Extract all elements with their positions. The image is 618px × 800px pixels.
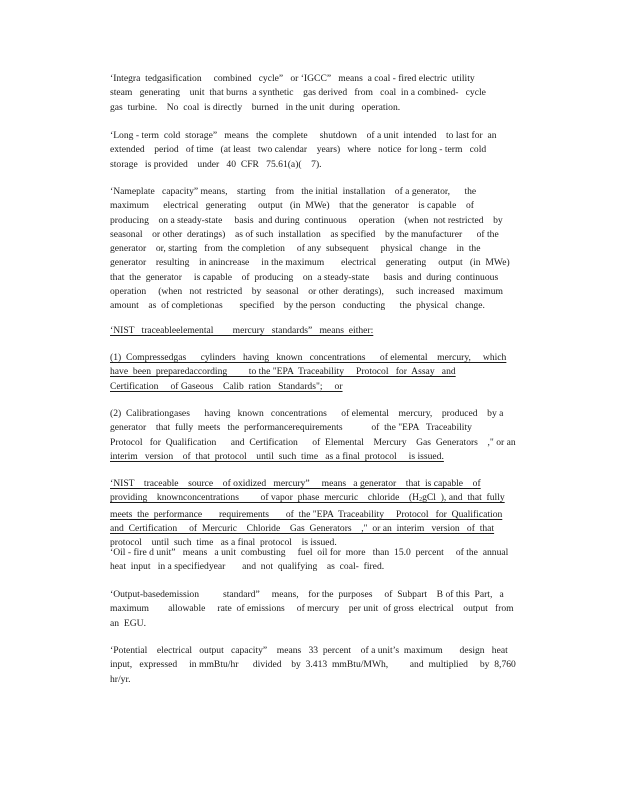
text-line: generator or, starting from the completion of any subsequent physical change in the — [110, 243, 481, 255]
definition-long-term-cold-storage — [110, 129, 535, 172]
definition-nameplate-capacity — [110, 185, 535, 314]
definition-potential-electrical-output-capacity — [110, 644, 535, 687]
text-line: generator that fully meets the performancerequirements of the "EPA Traceability — [110, 422, 472, 434]
text-line: operation (when not restricted by seasonal or other deratings), such increased maximum — [110, 286, 503, 298]
text-line: amount as of completionas specified by the person conducting the physical change. — [110, 300, 485, 312]
definition-nist-elemental-item-2 — [110, 407, 535, 464]
definition-igcc — [110, 72, 535, 115]
text-line: that the generator is capable of producing on a steady-state basis and during continuous — [110, 271, 499, 283]
text-line: Certification of Gaseous Calib ration Standards"; or — [110, 380, 343, 392]
definition-nist-elemental-item-1 — [110, 351, 535, 394]
text-line: gas turbine. No coal is directly burned in the unit during operation. — [110, 101, 401, 113]
text-line: ‘Nameplate capacity” means, starting from the initial installation of a generator, the — [110, 186, 477, 197]
text-line: have been preparedaccording to the "EPA Traceability Protocol for Assay and — [110, 366, 456, 378]
text-line: ‘Integra tedgasification combined cycle” or ‘IGCC” means a coal - fired electric utility — [110, 73, 475, 84]
text-line: ‘NIST traceable source of oxidized mercury” means a generator that is capable of — [110, 478, 481, 489]
text-segment: gCl ), and that fully — [422, 492, 505, 504]
text-line: meets the performance requirements of the "EPA Traceability Protocol for Qualification — [110, 508, 503, 520]
text-line: (1) Compressedgas cylinders having known concentrations of elemental mercury, which — [110, 352, 507, 363]
text-line: heat input in a specifiedyear and not qualifying as coal- fired. — [110, 561, 385, 573]
text-line: input, expressed in mmBtu/hr divided by 3.413 mmBtu/MWh, and multiplied by 8,760 — [110, 659, 516, 671]
text-line — [110, 491, 535, 507]
definition-output-based-emission-standard — [110, 588, 535, 631]
text-line: protocol until such time as a final protocol is issued. — [110, 537, 337, 549]
text-line: interim version of that protocol until such time as a final protocol is issued. — [110, 450, 444, 462]
text-line: ‘Oil - fire d unit” means a unit combusting fuel oil for more than 15.0 percent of the annual — [110, 547, 509, 558]
text-line: ‘Potential electrical output capacity” means 33 percent of a unit’s maximum design heat — [110, 645, 508, 656]
definition-nist-oxidized — [110, 477, 535, 550]
text-segment: providing knownconcentrations of vapor phase mercuric chloride (H — [110, 492, 420, 504]
text-line: seasonal or other deratings) as of such installation as specified by the manufacturer of the — [110, 228, 499, 240]
text-line: extended period of time (at least two calendar years) where notice for long - term cold — [110, 144, 487, 156]
text-line: Protocol for Qualification and Certification of Elemental Mercury Gas Generators ," or an — [110, 436, 516, 448]
definition-oil-fired-unit — [110, 546, 535, 575]
text-line: maximum electrical generating output (in MWe) that the generator is capable of — [110, 200, 474, 212]
text-line: maximum allowable rate of emissions of mercury per unit of gross electrical output from — [110, 603, 514, 615]
subscript: 2 — [419, 497, 423, 504]
text-line: storage is provided under 40 CFR 75.61(a)( 7). — [110, 158, 322, 170]
text-line: and Certification of Mercuric Chloride Gas Generators ," or an interim version of that — [110, 522, 495, 534]
definition-nist-elemental-heading — [110, 324, 535, 338]
text-line: hr/yr. — [110, 673, 131, 685]
text-line: ‘NIST traceableelemental mercury standards” means either: — [110, 325, 374, 336]
text-line: generator resulting in anincrease in the maximum electrical generating output (in MWe) — [110, 257, 510, 269]
text-line: (2) Calibrationgases having known concentrations of elemental mercury, produced by a — [110, 408, 504, 419]
text-line: ‘Output-basedemission standard” means, for the purposes of Subpart B of this Part, a — [110, 589, 504, 600]
text-line: ‘Long - term cold storage” means the complete shutdown of a unit intended to last for an — [110, 130, 497, 141]
text-line: an EGU. — [110, 617, 146, 629]
text-line: producing on a steady-state basis and during continuous operation (when not restricted by — [110, 214, 503, 226]
text-line: steam generating unit that burns a synthetic gas derived from coal in a combined- cycle — [110, 87, 486, 99]
